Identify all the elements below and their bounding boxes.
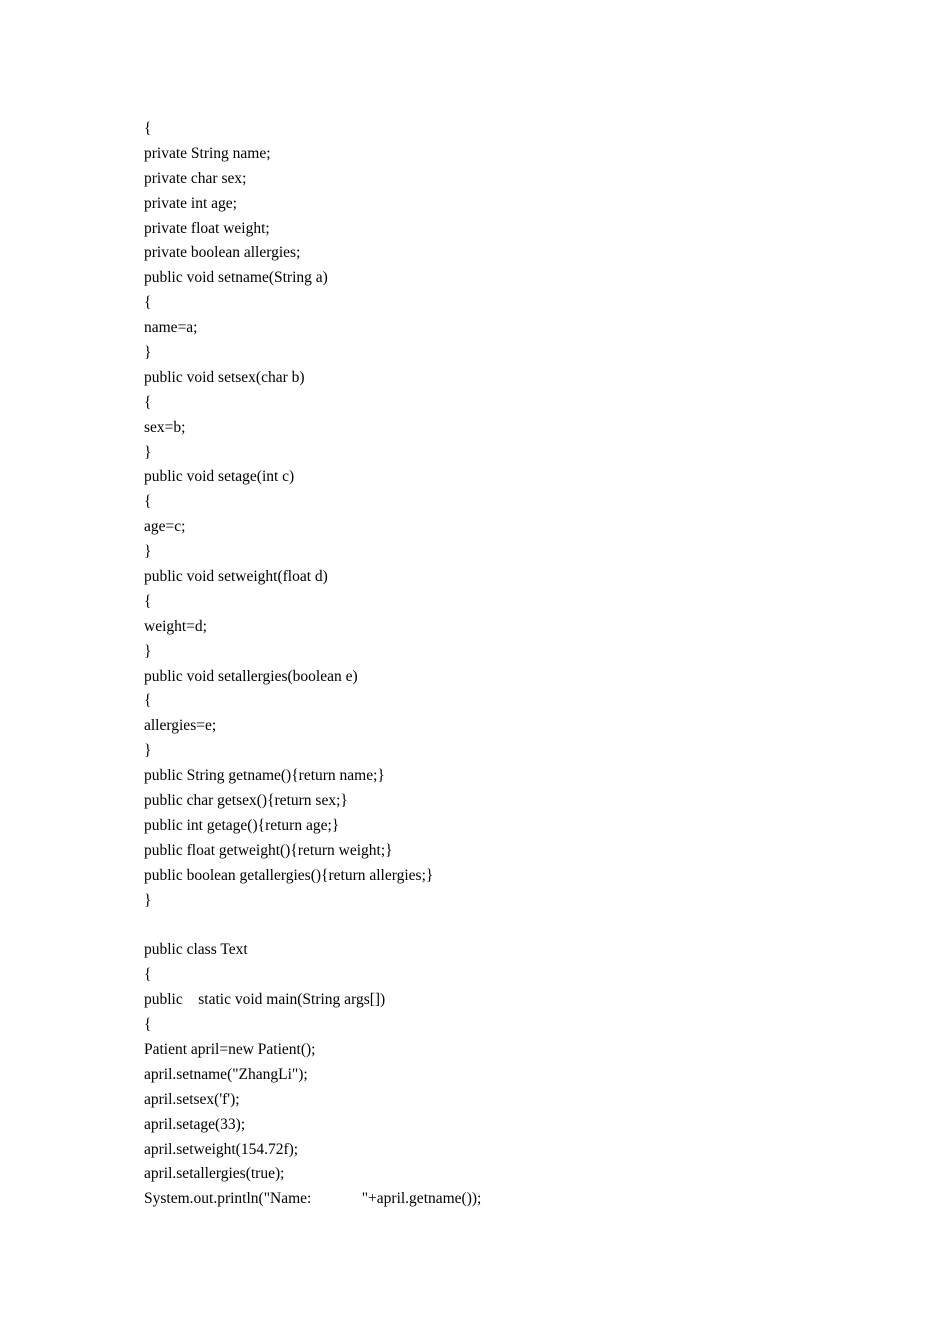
code-line: { [144, 393, 152, 411]
code-line: public float getweight(){return weight;} [144, 841, 393, 859]
code-line: public static void main(String args[]) [144, 991, 386, 1009]
code-line: { [144, 1016, 152, 1034]
code-line: name=a; [144, 319, 198, 337]
code-line: public void setweight(float d) [144, 568, 328, 586]
code-line: public void setage(int c) [144, 468, 295, 486]
code-line: public int getage(){return age;} [144, 816, 340, 834]
code-listing [144, 117, 481, 1212]
code-line: } [144, 742, 152, 760]
code-line: } [144, 543, 152, 561]
code-line: System.out.println("Name: "+april.getname()); [144, 1190, 482, 1208]
code-line: { [144, 592, 152, 610]
code-line: weight=d; [144, 617, 207, 635]
code-line: april.setallergies(true); [144, 1165, 285, 1183]
code-line: public void setallergies(boolean e) [144, 667, 358, 685]
code-line: { [144, 493, 152, 511]
code-line: april.setage(33); [144, 1115, 246, 1133]
code-line: private char sex; [144, 169, 247, 187]
code-line: public char getsex(){return sex;} [144, 792, 348, 810]
code-line: } [144, 642, 152, 660]
code-line: private boolean allergies; [144, 244, 301, 262]
code-line: { [144, 966, 152, 984]
code-line: april.setweight(154.72f); [144, 1140, 299, 1158]
code-line: public String getname(){return name;} [144, 767, 385, 785]
code-line: public void setsex(char b) [144, 368, 305, 386]
code-line: Patient april=new Patient(); [144, 1040, 316, 1058]
code-line: public class Text [144, 941, 248, 959]
code-line: allergies=e; [144, 717, 217, 735]
code-line [144, 914, 481, 939]
code-line: private float weight; [144, 219, 270, 237]
code-line: age=c; [144, 518, 186, 536]
code-line: { [144, 692, 152, 710]
code-line: private int age; [144, 194, 237, 212]
code-line: private String name; [144, 144, 271, 162]
code-line: } [144, 443, 152, 461]
code-line: } [144, 344, 152, 362]
code-line: public void setname(String a) [144, 269, 328, 287]
code-line: sex=b; [144, 418, 186, 436]
code-line: { [144, 120, 152, 137]
code-line: april.setsex('f'); [144, 1090, 240, 1108]
code-line: } [144, 891, 152, 909]
code-line: april.setname("ZhangLi"); [144, 1065, 308, 1083]
code-line: { [144, 294, 152, 312]
code-line: public boolean getallergies(){return allergies;} [144, 866, 434, 884]
